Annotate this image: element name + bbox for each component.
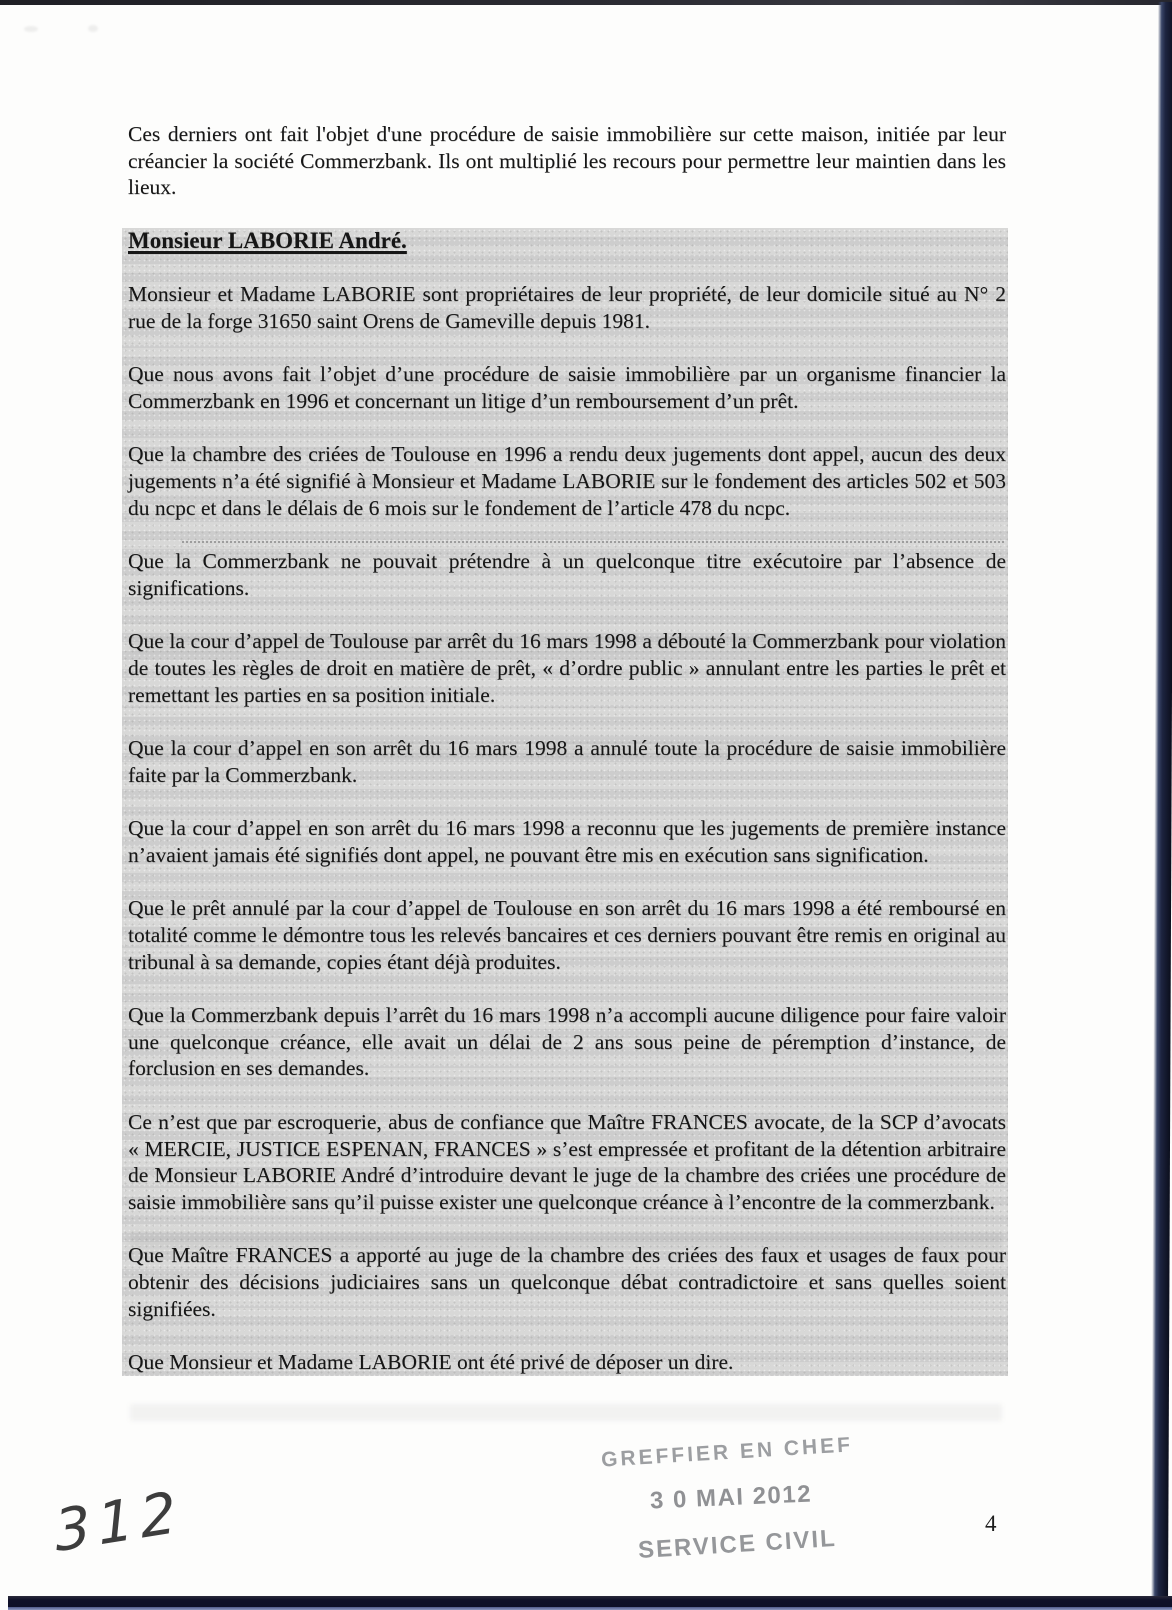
stamp-greffier-en-chef: GREFFIER EN CHEF	[600, 1433, 854, 1472]
paragraph: Que la cour d’appel en son arrêt du 16 mars 1998 a reconnu que les jugements de première instance n’avaient jamais été signifiés dont appel, ne pouvant être mis en exécution sans signification.	[128, 816, 1006, 867]
scan-artifact-ghost	[130, 1232, 1002, 1249]
scan-edge-right	[1151, 2, 1172, 1610]
stamp-date: 3 0 MAI 2012	[649, 1480, 813, 1515]
section-heading: Monsieur LABORIE André.	[128, 227, 407, 253]
scan-artifact-dotted-line	[182, 541, 1004, 543]
paragraph: Que Monsieur et Madame LABORIE ont été privé de déposer un dire.	[128, 1350, 734, 1375]
scan-artifact-ghost	[130, 1404, 1002, 1421]
stamp-service-civil: SERVICE CIVIL	[637, 1524, 838, 1565]
scan-artifact-ghost	[130, 636, 1002, 653]
paragraph: Que Maître FRANCES a apporté au juge de la chambre des criées des faux et usages de faux pour obtenir des décisions judiciaires sans un quelconque débat contradictoire et sans quelles soient signifiées.	[128, 1243, 1006, 1321]
highlighted-section	[122, 228, 1008, 1376]
paragraph: Ce n’est que par escroquerie, abus de confiance que Maître FRANCES avocate, de la SCP d’avocats « MERCIE, JUSTICE ESPENAN, FRANCES » s’est empressée et profitant de la détention arbitraire de Monsieur LABORIE André d’introduire devant le juge de la chambre des criées une procédure de saisie immobilière sans qu’il puisse exister une quelconque créance à l’encontre de la commerzbank.	[128, 1109, 1006, 1214]
scan-smudge	[24, 26, 38, 32]
paragraph: Que la Commerzbank ne pouvait prétendre à un quelconque titre exécutoire par l’absence de significations.	[128, 549, 1006, 600]
page-number: 4	[985, 1511, 997, 1536]
paragraph: Que nous avons fait l’objet d’une procédure de saisie immobilière par un organisme financier la Commerzbank en 1996 et concernant un litige d’un remboursement d’un prêt.	[128, 362, 1006, 413]
paragraph: Monsieur et Madame LABORIE sont propriétaires de leur propriété, de leur domicile situé au N° 2 rue de la forge 31650 saint Orens de Gameville depuis 1981.	[128, 282, 1006, 333]
scan-artifact-ghost	[130, 742, 1002, 759]
scan-edge-bottom	[8, 1596, 1172, 1607]
paragraph: Que la cour d’appel en son arrêt du 16 mars 1998 a annulé toute la procédure de saisie immobilière faite par la Commerzbank.	[128, 736, 1006, 787]
handwritten-folio-number: 312	[51, 1478, 186, 1566]
scan-edge-top	[0, 0, 1172, 5]
paragraph: Que la chambre des criées de Toulouse en 1996 a rendu deux jugements dont appel, aucun des deux jugements n’a été signifié à Monsieur et Madame LABORIE sur le fondement des articles 502 et 503 du ncpc et dans le délais de 6 mois sur le fondement de l’article 478 du ncpc.	[128, 442, 1006, 520]
paragraph-intro: Ces derniers ont fait l'objet d'une procédure de saisie immobilière sur cette maison, initiée par leur créancier la société Commerzbank. Ils ont multiplié les recours pour permettre leur maintien dans les lieux.	[128, 122, 1006, 200]
paragraph: Que la Commerzbank depuis l’arrêt du 16 mars 1998 n’a accompli aucune diligence pour faire valoir une quelconque créance, elle avait un délai de 2 ans sous peine de péremption d’instance, de forclusion en ses demandes.	[128, 1003, 1006, 1081]
scan-smudge	[88, 25, 98, 32]
paragraph: Que le prêt annulé par la cour d’appel de Toulouse en son arrêt du 16 mars 1998 a été remboursé en totalité comme le démontre tous les relevés bancaires et ces derniers pouvant être remis en original au tribunal à sa demande, copies étant déjà produites.	[128, 896, 1006, 974]
paragraph: Que la cour d’appel de Toulouse par arrêt du 16 mars 1998 a débouté la Commerzbank pour violation de toutes les règles de droit en matière de prêt, « d’ordre public » annulant entre les parties le prêt et remettant les parties en sa position initiale.	[128, 629, 1006, 707]
